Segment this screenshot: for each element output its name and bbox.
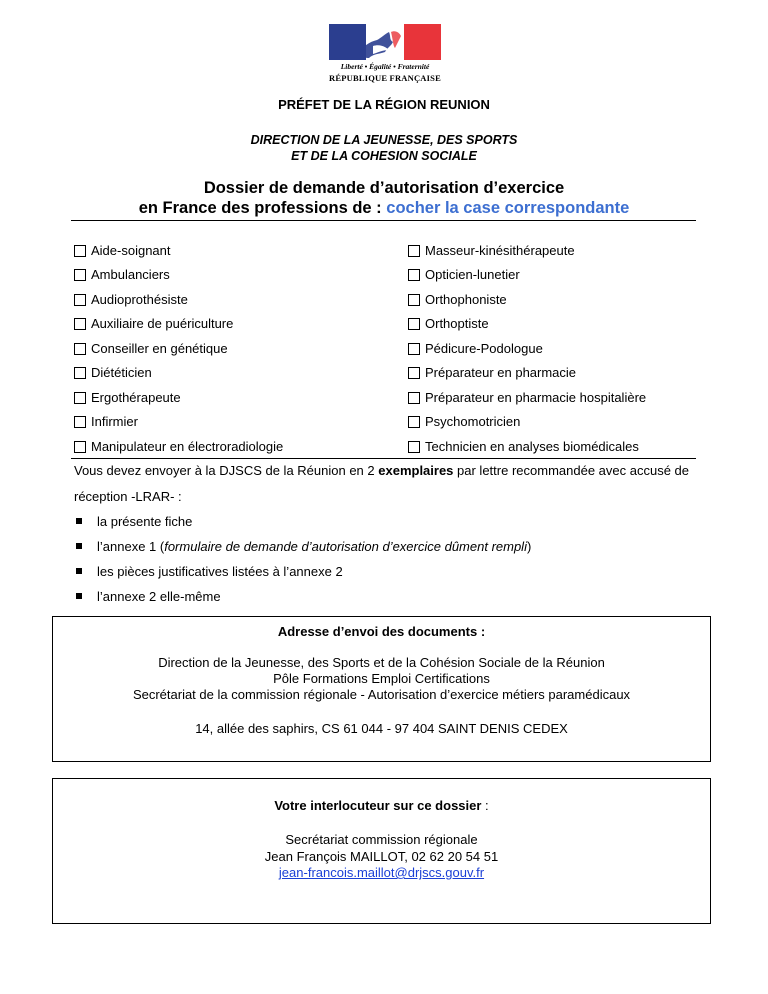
contact-line-1: Secrétariat commission régionale bbox=[285, 832, 478, 847]
profession-checkbox-row[interactable] bbox=[408, 341, 543, 356]
profession-label: Préparateur en pharmacie bbox=[425, 365, 577, 380]
profession-checkbox-row[interactable] bbox=[408, 243, 575, 258]
title-highlight: cocher la case correspondante bbox=[386, 199, 630, 217]
bullet-icon bbox=[76, 518, 82, 524]
checkbox[interactable] bbox=[74, 269, 86, 281]
address-box bbox=[52, 616, 711, 762]
checkbox[interactable] bbox=[408, 416, 420, 428]
instructions-line-2: réception -LRAR- : bbox=[74, 489, 182, 504]
profession-label: Ergothérapeute bbox=[91, 390, 181, 405]
profession-checkbox-row[interactable] bbox=[74, 341, 228, 356]
address-line-3: Secrétariat de la commission régionale - Autorisation d’exercice métiers paramédicaux bbox=[132, 687, 631, 702]
profession-checkbox-row[interactable] bbox=[408, 267, 520, 282]
profession-checkbox-row[interactable] bbox=[408, 414, 520, 429]
marianne-flag-icon bbox=[329, 24, 441, 60]
list-item bbox=[76, 514, 192, 529]
direction-line-2: ET DE LA COHESION SOCIALE bbox=[291, 149, 477, 163]
list-item-text: les pièces justificatives listées à l’annexe 2 bbox=[97, 564, 343, 579]
checkbox[interactable] bbox=[408, 318, 420, 330]
contact-email-row bbox=[53, 865, 710, 880]
instructions-bold: exemplaires bbox=[378, 463, 454, 478]
profession-checkbox-row[interactable] bbox=[74, 365, 152, 380]
profession-label: Psychomotricien bbox=[425, 414, 521, 429]
contact-heading bbox=[53, 798, 710, 813]
direction-line-1: DIRECTION DE LA JEUNESSE, DES SPORTS bbox=[250, 133, 518, 147]
republique-francaise-logo bbox=[329, 24, 441, 84]
profession-checkbox-row[interactable] bbox=[74, 243, 171, 258]
profession-checkbox-row[interactable] bbox=[408, 439, 639, 454]
contact-heading-bold: Votre interlocuteur sur ce dossier bbox=[274, 798, 482, 813]
profession-label: Préparateur en pharmacie hospitalière bbox=[425, 390, 647, 405]
republic-name: RÉPUBLIQUE FRANÇAISE bbox=[329, 73, 441, 83]
checkbox[interactable] bbox=[74, 441, 86, 453]
profession-label: Pédicure-Podologue bbox=[425, 341, 543, 356]
divider-top bbox=[71, 220, 696, 221]
instructions-text: par lettre recommandée avec accusé de bbox=[453, 463, 689, 478]
checkbox[interactable] bbox=[408, 441, 420, 453]
list-item-text: l’annexe 1 ( bbox=[97, 539, 165, 554]
profession-checkbox-row[interactable] bbox=[408, 292, 507, 307]
republic-motto: Liberté • Égalité • Fraternité bbox=[340, 62, 430, 71]
checkbox[interactable] bbox=[74, 416, 86, 428]
checkbox[interactable] bbox=[408, 343, 420, 355]
profession-checkbox-row[interactable] bbox=[74, 316, 233, 331]
profession-checkbox-row[interactable] bbox=[74, 292, 188, 307]
contact-box bbox=[52, 778, 711, 924]
checkbox[interactable] bbox=[74, 367, 86, 379]
profession-label: Orthophoniste bbox=[425, 292, 507, 307]
prefet-heading: PRÉFET DE LA RÉGION REUNION bbox=[278, 97, 490, 112]
list-item-text: ) bbox=[526, 539, 532, 554]
profession-checkbox-row[interactable] bbox=[74, 390, 181, 405]
profession-label: Orthoptiste bbox=[425, 316, 489, 331]
postal-address: 14, allée des saphirs, CS 61 044 - 97 404 SAINT DENIS CEDEX bbox=[195, 721, 568, 736]
checkbox[interactable] bbox=[408, 294, 420, 306]
instructions-line-1 bbox=[74, 463, 689, 478]
list-item-text: la présente fiche bbox=[97, 514, 193, 529]
profession-checkbox-row[interactable] bbox=[408, 365, 576, 380]
profession-checkbox-row[interactable] bbox=[408, 316, 489, 331]
profession-label: Opticien-lunetier bbox=[425, 267, 520, 282]
checkbox[interactable] bbox=[408, 269, 420, 281]
address-line-2: Pôle Formations Emploi Certifications bbox=[273, 671, 490, 686]
checkbox[interactable] bbox=[408, 245, 420, 257]
instructions-text: Vous devez envoyer à la DJSCS de la Réunion en 2 bbox=[74, 463, 379, 478]
profession-label: Aide-soignant bbox=[91, 243, 171, 258]
address-heading: Adresse d’envoi des documents : bbox=[277, 624, 486, 639]
profession-label: Masseur-kinésithérapeute bbox=[425, 243, 575, 258]
profession-checkbox-row[interactable] bbox=[408, 390, 646, 405]
bullet-icon bbox=[76, 593, 82, 599]
list-item bbox=[76, 564, 343, 579]
page-title-line-2 bbox=[0, 199, 768, 218]
list-item bbox=[76, 539, 531, 554]
bullet-icon bbox=[76, 568, 82, 574]
checkbox[interactable] bbox=[74, 343, 86, 355]
contact-email-link[interactable]: jean-francois.maillot@drjscs.gouv.fr bbox=[278, 865, 485, 880]
profession-checkbox-row[interactable] bbox=[74, 439, 283, 454]
profession-label: Technicien en analyses biomédicales bbox=[425, 439, 639, 454]
profession-label: Infirmier bbox=[91, 414, 138, 429]
title-prefix: en France des professions de : bbox=[138, 199, 387, 217]
profession-checkbox-row[interactable] bbox=[74, 267, 170, 282]
checkbox[interactable] bbox=[74, 318, 86, 330]
bullet-icon bbox=[76, 543, 82, 549]
profession-label: Auxiliaire de puériculture bbox=[91, 316, 234, 331]
profession-label: Manipulateur en électroradiologie bbox=[91, 439, 284, 454]
list-item-text: l’annexe 2 elle-même bbox=[97, 589, 221, 604]
contact-heading-suffix: : bbox=[481, 798, 489, 813]
checkbox[interactable] bbox=[74, 245, 86, 257]
address-line-1: Direction de la Jeunesse, des Sports et de la Cohésion Sociale de la Réunion bbox=[158, 655, 605, 670]
contact-line-2: Jean François MAILLOT, 02 62 20 54 51 bbox=[264, 849, 499, 864]
page-title-line-1: Dossier de demande d’autorisation d’exercice bbox=[203, 179, 565, 197]
divider-bottom bbox=[71, 458, 696, 459]
profession-checkbox-row[interactable] bbox=[74, 414, 138, 429]
profession-label: Diététicien bbox=[91, 365, 152, 380]
checkbox[interactable] bbox=[74, 294, 86, 306]
list-item bbox=[76, 589, 221, 604]
checkbox[interactable] bbox=[408, 367, 420, 379]
checkbox[interactable] bbox=[408, 392, 420, 404]
profession-label: Conseiller en génétique bbox=[91, 341, 228, 356]
checkbox[interactable] bbox=[74, 392, 86, 404]
profession-label: Ambulanciers bbox=[91, 267, 170, 282]
list-item-italic: formulaire de demande d’autorisation d’exercice dûment rempli bbox=[164, 539, 527, 554]
profession-label: Audioprothésiste bbox=[91, 292, 188, 307]
